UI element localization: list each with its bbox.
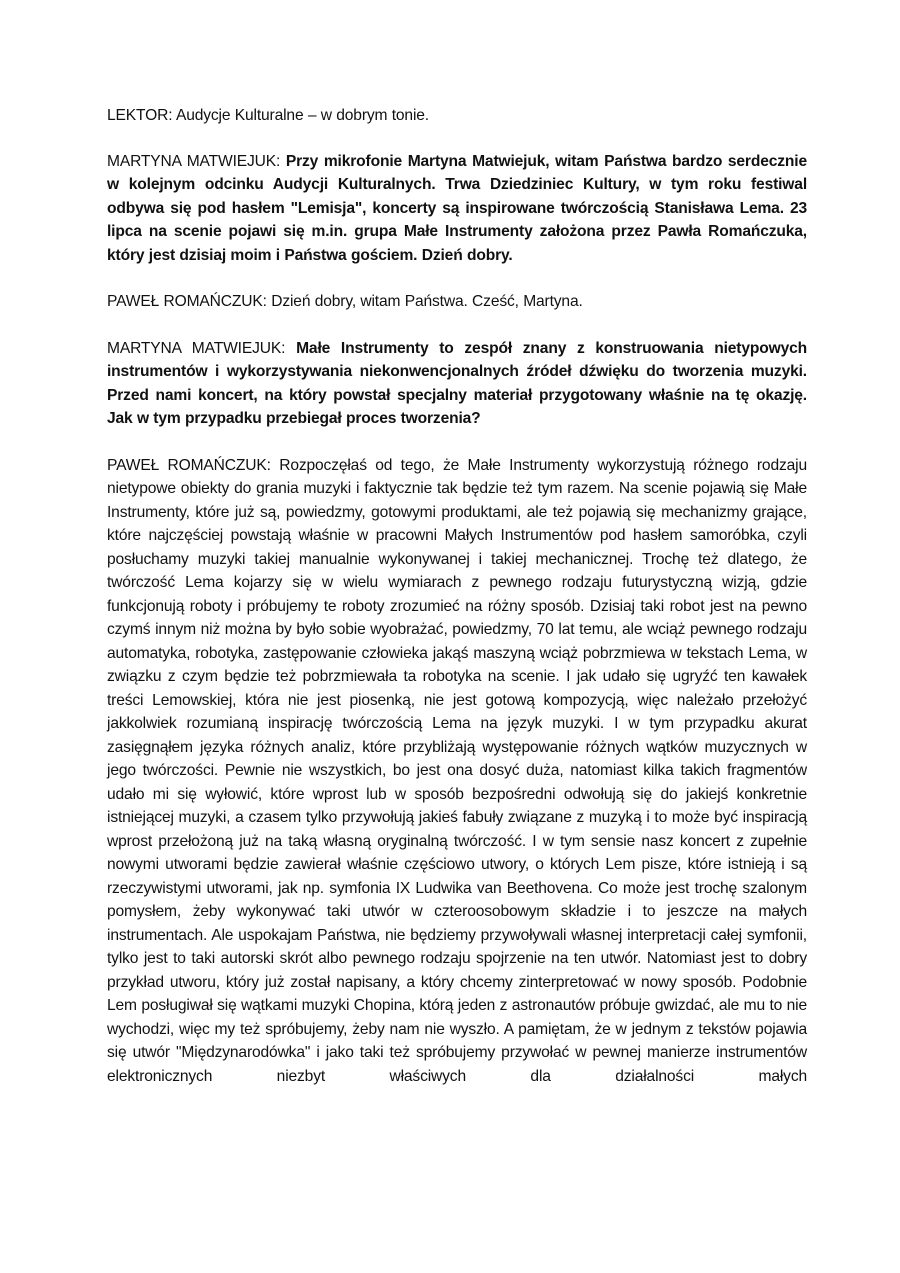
paragraph-text: Rozpoczęłaś od tego, że Małe Instrumenty wykorzystują różnego rodzaju nietypowe obiekty do grania muzyki i faktycznie tak będzie też tym razem. Na scenie pojawią się Małe Instrumenty, które już są, powiedzmy, gotowymi produktami, ale też pojawią się mechanizmy grające, które najczęściej powstają właśnie w pracowni Małych Instrumentów pod hasłem samoróbka, czyli posłuchamy muzyki takiej manualnie wykonywanej i takiej mechanicznej. Trochę też dlatego, że twórczość Lema kojarzy się w wielu wymiarach z pewnego rodzaju futurystyczną wizją, gdzie funkcjonują roboty i próbujemy te roboty zrozumieć na różny sposób. Dzisiaj taki robot jest na pewno czymś innym niż można by było sobie wyobrażać, powiedzmy, 70 lat temu, ale wciąż pewnego rodzaju automatyka, robotyka, zastępowanie człowieka jakąś maszyną wciąż pobrzmiewa w tekstach Lema, w związku z czym będzie też pobrzmiewała ta robotyka na scenie. I jak udało się ugryźć ten kawałek treści Lemowskiej, która nie jest piosenką, nie jest gotową kompozycją, więc należało przełożyć jakkolwiek rozumianą inspirację twórczością Lema na język muzyki. I w tym przypadku akurat zasięgnąłem języka różnych analiz, które przybliżają występowanie różnych wątków muzycznych w jego twórczości. Pewnie nie wszystkich, bo jest ona dosyć duża, natomiast kilka takich fragmentów udało mi się wyłowić, które wprost lub w sposób bezpośredni odwołują się do jakiejś konkretnie istniejącej muzyki, a czasem tylko przywołują jakieś fabuły związane z muzyką i to może być inspiracją wprost przełożoną już na taką własną oryginalną twórczość. I w tym sensie nasz koncert z zupełnie nowymi utworami będzie zawierał właśnie częściowo utwory, o których Lem pisze, które istnieją i są rzeczywistymi utworami, jak np. symfonia IX Ludwika van Beethovena. Co może jest trochę szalonym pomysłem, żeby wykonywać taki utwór w czteroosobowym składzie i to jeszcze na małych instrumentach. Ale uspokajam Państwa, nie będziemy przywoływali własnej interpretacji całej symfonii, tylko jest to taki autorski skrót albo pewnego rodzaju spojrzenie na ten utwór. Natomiast jest to dobry przykład utworu, który już został napisany, a który chcemy zinterpretować w nowy sposób. Podobnie Lem posługiwał się wątkami muzyki Chopina, którą jeden z astronautów próbuje gwizdać, ale mu to nie wychodzi, więc my też spróbujemy, żeby nam nie wyszło. A pamiętam, że w jednym z tekstów pojawia się utwór "Międzynarodówka" i jako taki też spróbujemy przywołać w pewnej manierze instrumentów elektronicznych niezbyt właściwych dla działalności małych <box>107 456 807 1085</box>
paragraph-pawel-greeting <box>107 290 807 314</box>
paragraph-lektor <box>107 104 807 128</box>
document-page <box>107 104 807 1111</box>
speaker-label: PAWEŁ ROMAŃCZUK: <box>107 293 267 310</box>
paragraph-text: Audycje Kulturalne – w dobrym tonie. <box>175 107 429 124</box>
paragraph-martyna-intro <box>107 150 807 268</box>
paragraph-text: Przy mikrofonie Martyna Matwiejuk, witam Państwa bardzo serdecznie w kolejnym odcinku Audycji Kulturalnych. Trwa Dziedziniec Kultury, w tym roku festiwal odbywa się pod hasłem "Lemisja", koncerty są inspirowane twórczością Stanisława Lema. 23 lipca na scenie pojawi się m.in. grupa Małe Instrumenty założona przez Pawła Romańczuka, który jest dzisiaj moim i Państwa gościem. Dzień dobry. <box>107 152 808 264</box>
paragraph-text: Dzień dobry, witam Państwa. Cześć, Martyna. <box>271 293 583 310</box>
paragraph-text: Małe Instrumenty to zespół znany z konstruowania nietypowych instrumentów i wykorzystywania niekonwencjonalnych źródeł dźwięku do tworzenia muzyki. Przed nami koncert, na który powstał specjalny materiał przygotowany właśnie na tę okazję. Jak w tym przypadku przebiegał proces tworzenia? <box>107 339 808 427</box>
speaker-label: MARTYNA MATWIEJUK: <box>107 152 281 170</box>
speaker-label: LEKTOR: <box>107 107 173 124</box>
speaker-label: PAWEŁ ROMAŃCZUK: <box>107 456 271 474</box>
paragraph-pawel-answer <box>107 454 807 1089</box>
paragraph-martyna-question <box>107 337 807 431</box>
speaker-label: MARTYNA MATWIEJUK: <box>107 339 286 357</box>
